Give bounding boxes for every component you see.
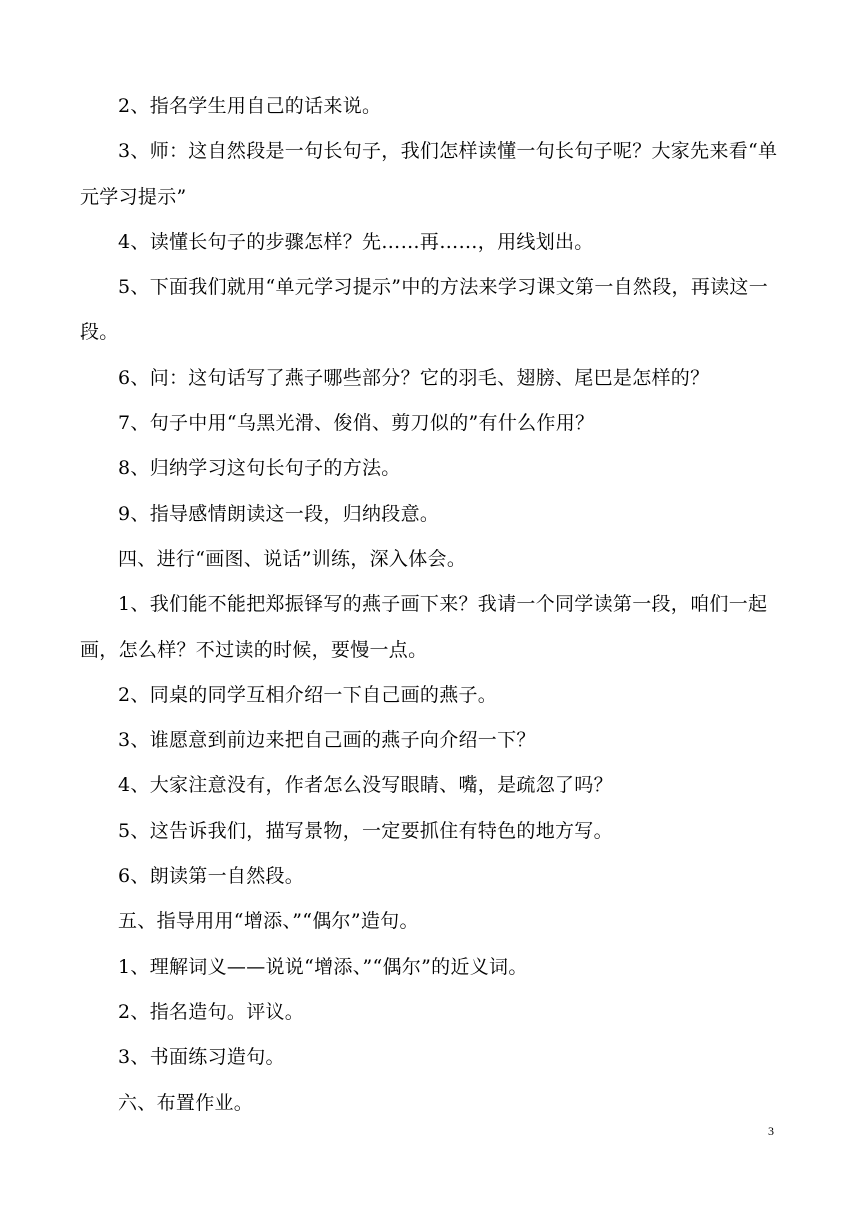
paragraph-item-5: 5、下面我们就用“单元学习提示”中的方法来学习课文第一自然段，再读这一段。 bbox=[80, 276, 769, 344]
document-body bbox=[80, 84, 780, 1126]
paragraph-item-9: 9、指导感情朗读这一段，归纳段意。 bbox=[118, 502, 440, 525]
paragraph-item-8: 8、归纳学习这句长句子的方法。 bbox=[118, 457, 401, 480]
paragraph-item-4-3: 3、谁愿意到前边来把自己画的燕子向介绍一下？ bbox=[118, 729, 536, 752]
section-heading-5: 五、指导用用“增添、”“偶尔”造句。 bbox=[118, 910, 419, 933]
section-heading-4: 四、进行“画图、说话”训练，深入体会。 bbox=[118, 547, 467, 570]
paragraph-item-4-6: 6、朗读第一自然段。 bbox=[118, 865, 305, 888]
paragraph-item-4-4: 4、大家注意没有，作者怎么没写眼睛、嘴，是疏忽了吗？ bbox=[118, 774, 613, 797]
paragraph-item-7: 7、句子中用“乌黑光滑、俊俏、剪刀似的”有什么作用？ bbox=[118, 412, 595, 435]
paragraph-item-5-3: 3、书面练习造句。 bbox=[118, 1046, 285, 1069]
paragraph-item-3: 3、师：这自然段是一句长句子，我们怎样读懂一句长句子呢？大家先来看“单元学习提示” bbox=[80, 140, 778, 208]
paragraph-item-4: 4、读懂长句子的步骤怎样？先……再……，用线划出。 bbox=[118, 230, 594, 253]
paragraph-item-6: 6、问：这句话写了燕子哪些部分？它的羽毛、翅膀、尾巴是怎样的？ bbox=[118, 366, 710, 389]
paragraph-item-5-2: 2、指名造句。评议。 bbox=[118, 1000, 305, 1023]
section-heading-6: 六、布置作业。 bbox=[118, 1091, 254, 1114]
paragraph-item-4-5: 5、这告诉我们，描写景物，一定要抓住有特色的地方写。 bbox=[118, 819, 613, 842]
paragraph-item-2: 2、指名学生用自己的话来说。 bbox=[118, 95, 382, 117]
paragraph-item-4-1: 1、我们能不能把郑振铎写的燕子画下来？我请一个同学读第一段，咱们一起画，怎么样？不过读的时候，要慢一点。 bbox=[80, 593, 768, 661]
paragraph-item-5-1: 1、理解词义——说说“增添、”“偶尔”的近义词。 bbox=[118, 955, 528, 978]
page-number: 3 bbox=[768, 1124, 774, 1138]
paragraph-item-4-2: 2、同桌的同学互相介绍一下自己画的燕子。 bbox=[118, 683, 498, 706]
